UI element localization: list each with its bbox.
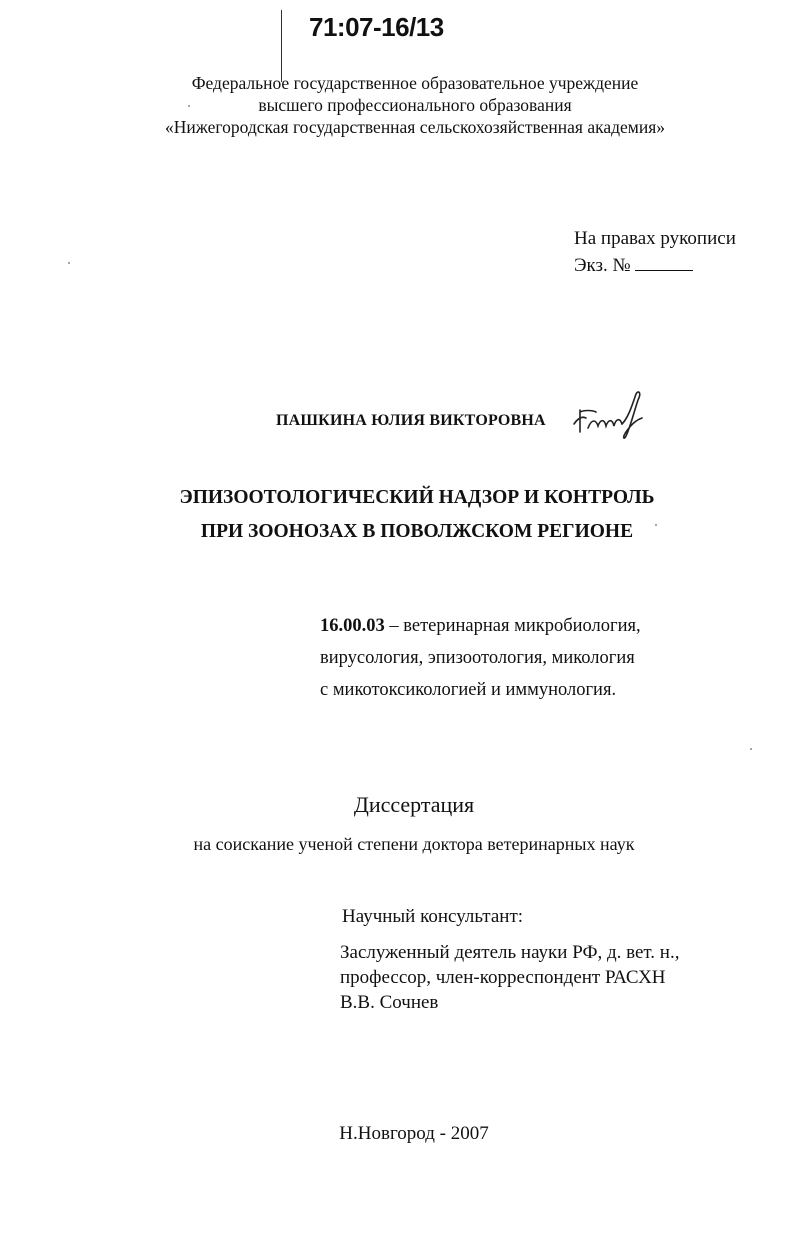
consultant-line-3: В.В. Сочнев [340, 992, 439, 1013]
manuscript-rights-block [574, 225, 736, 279]
title-line-2: ПРИ ЗООНОЗАХ В ПОВОЛЖСКОМ РЕГИОНЕ [200, 521, 634, 542]
archive-stamp-code: 71:07-16/13 [309, 12, 444, 42]
degree-sought: на соискание ученой степени доктора ветеринарных наук [193, 834, 635, 854]
consultant-line-2: профессор, член-корреспондент РАСХН [340, 967, 666, 988]
specialty-line-1-text: – ветеринарная микробиология, [384, 616, 641, 636]
copy-number-row [574, 252, 736, 279]
institution-line-3: «Нижегородская государственная сельскохозяйственная академия» [164, 117, 666, 137]
scan-speck [655, 524, 657, 526]
copy-number-blank [635, 254, 693, 271]
title-line-1: ЭПИЗООТОЛОГИЧЕСКИЙ НАДЗОР И КОНТРОЛЬ [179, 487, 655, 508]
author-signature [568, 388, 648, 444]
consultant-details [340, 940, 679, 1015]
institution-line-2: высшего профессионального образования [258, 95, 572, 115]
scan-speck [68, 262, 70, 264]
dissertation-title [0, 481, 796, 549]
consultant-label: Научный консультант: [342, 906, 524, 927]
author-name: ПАШКИНА ЮЛИЯ ВИКТОРОВНА [276, 412, 546, 429]
city-year: Н.Новгород - 2007 [339, 1123, 489, 1144]
specialty-line-2: вирусология, эпизоотология, микология [320, 648, 635, 668]
copy-number-label: Экз. № [574, 255, 631, 276]
manuscript-rights-text: На правах рукописи [574, 228, 736, 249]
specialty-code: 16.00.03 [320, 616, 385, 636]
specialty-line-3: с микотоксикологией и иммунология. [320, 680, 617, 700]
author-row [276, 412, 546, 430]
document-type: Диссертация [353, 792, 475, 817]
scan-speck [750, 748, 752, 750]
specialty-block [320, 610, 641, 706]
institution-line-1: Федеральное государственное образовательное учреждение [191, 73, 639, 93]
specialty-line-1 [320, 610, 641, 642]
consultant-line-1: Заслуженный деятель науки РФ, д. вет. н., [340, 942, 680, 963]
scan-speck [188, 105, 190, 107]
institution-header [0, 72, 796, 138]
